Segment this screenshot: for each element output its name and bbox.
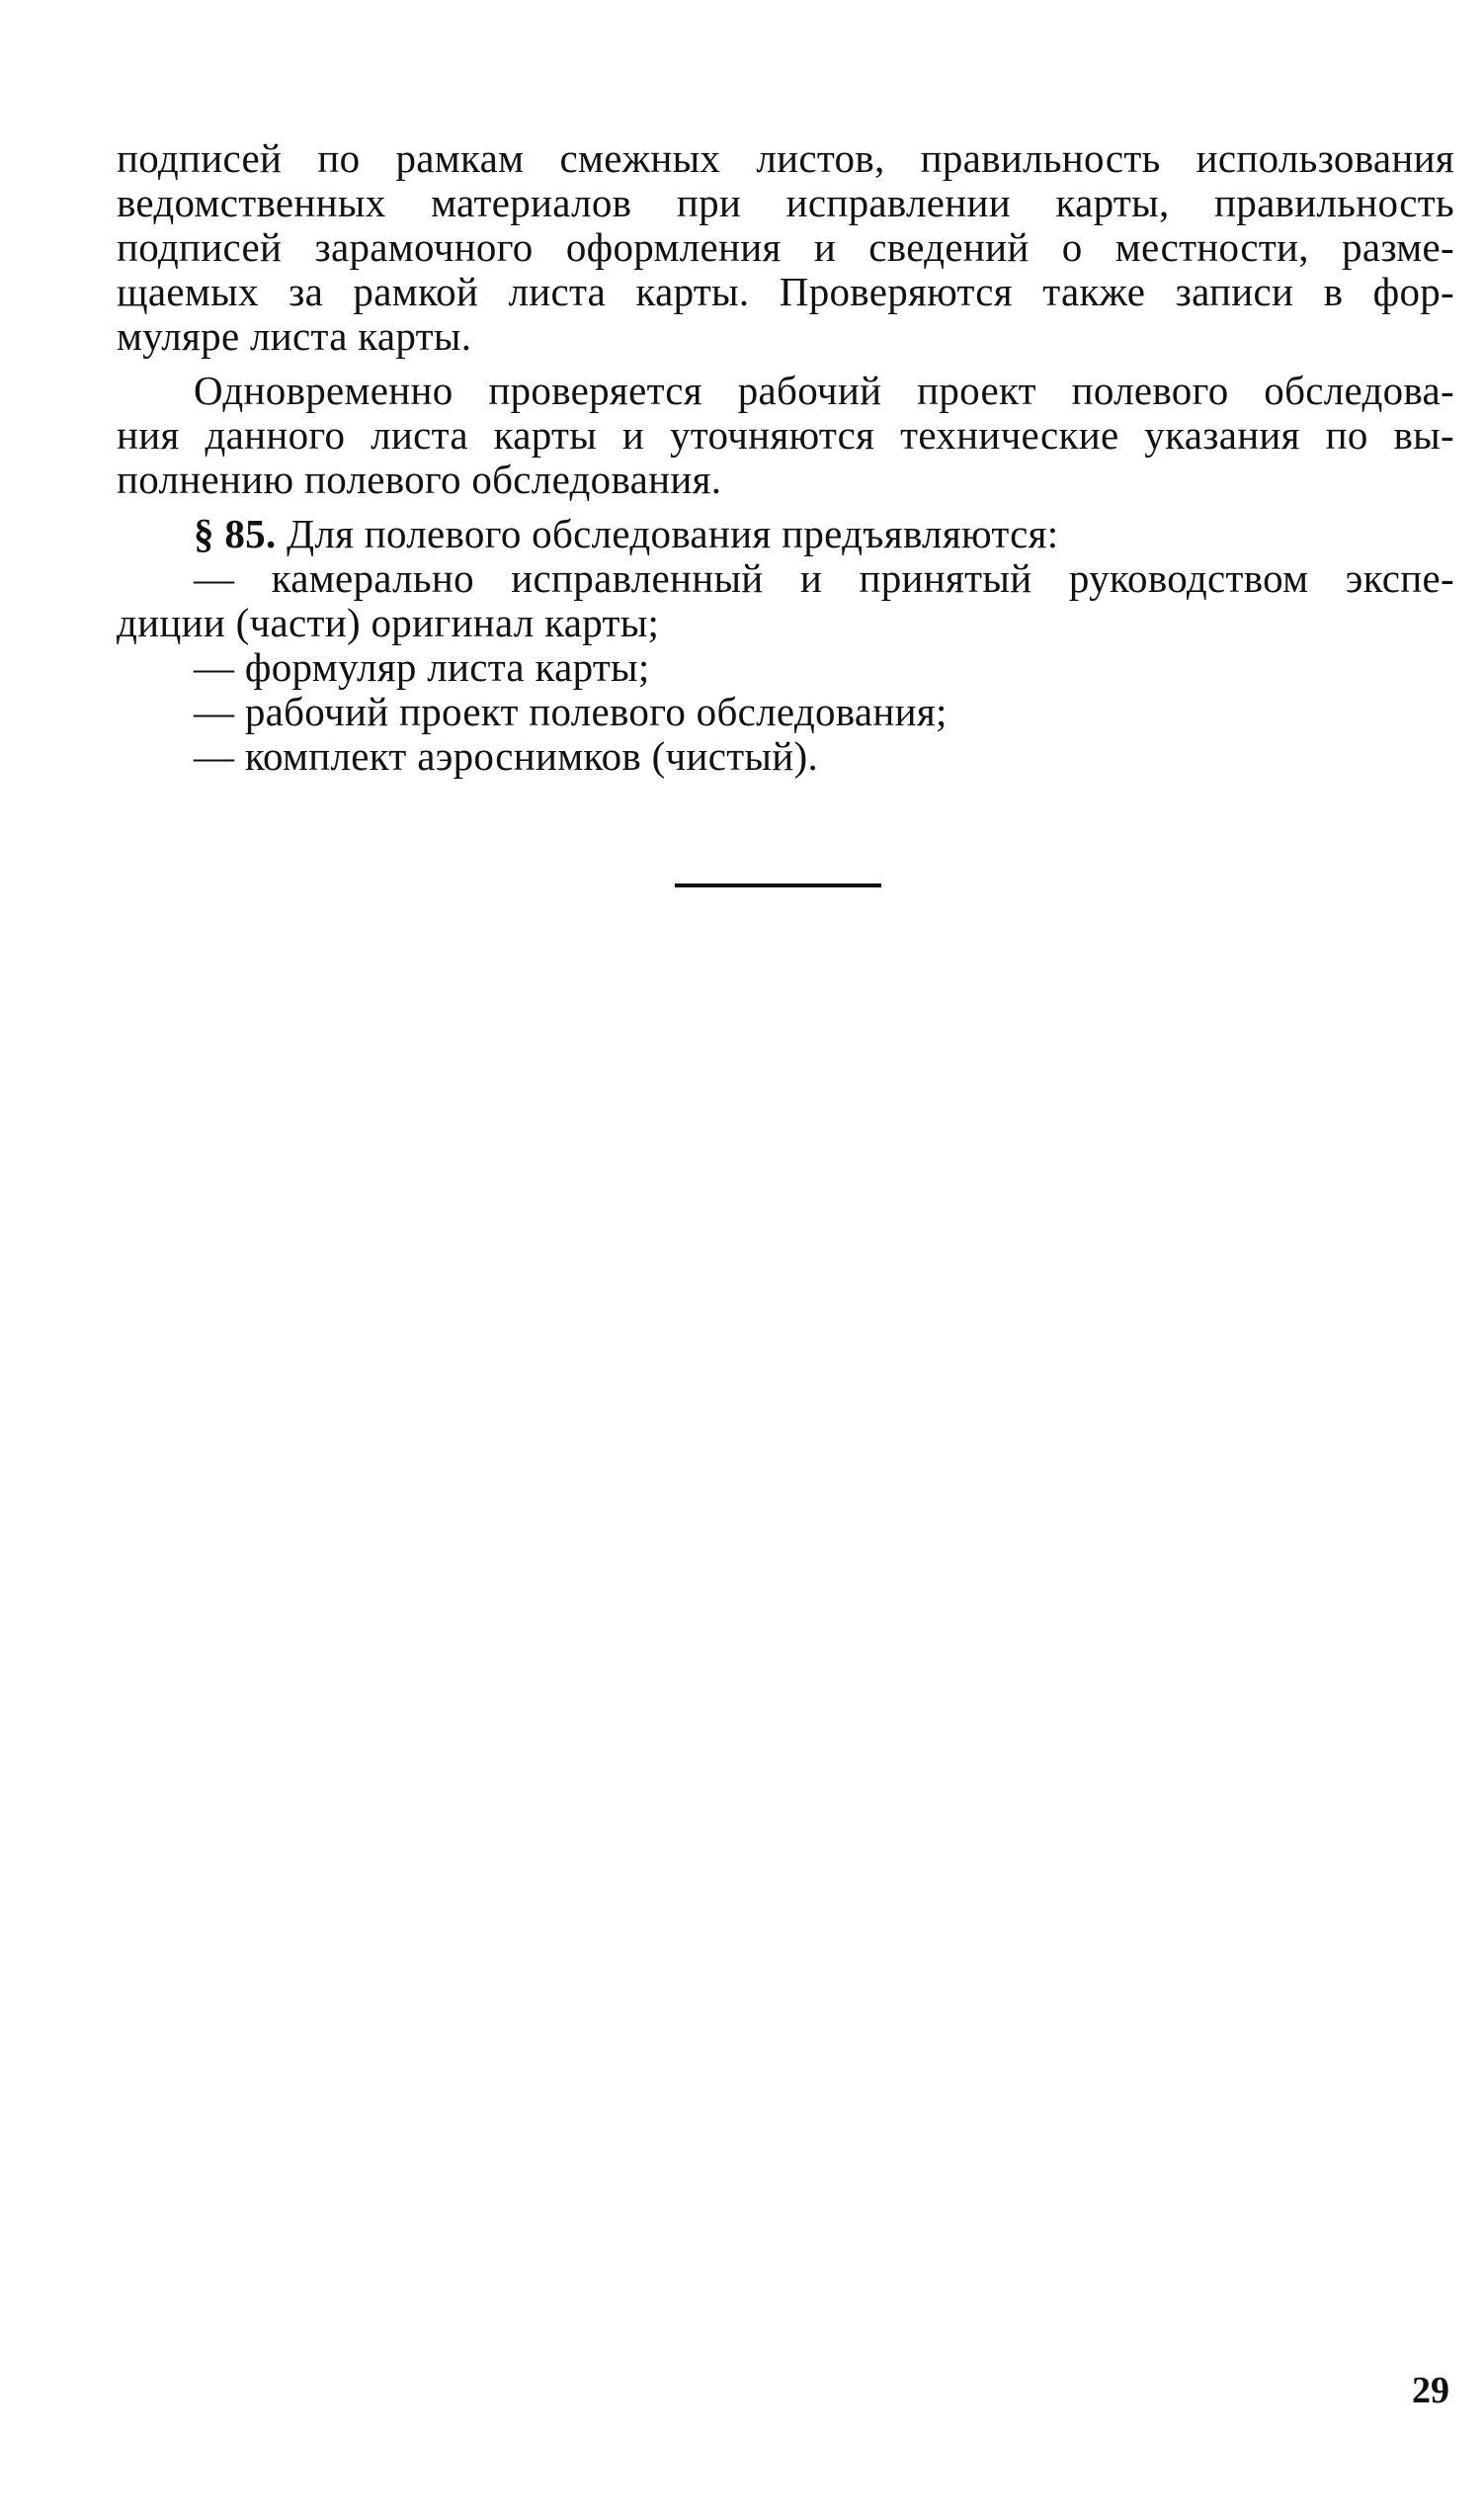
text-line: — камерально исправленный и принятый руководством экспе- — [194, 555, 1454, 601]
list-item: — формуляр листа карты; — [194, 644, 650, 690]
section-number: § 85. — [194, 511, 277, 556]
body-text — [117, 136, 1454, 779]
submission-list — [117, 556, 1454, 779]
text-line: Одновременно проверяется рабочий проект полевого обследова- — [194, 368, 1454, 413]
text-line: диции (части) оригинал карты; — [117, 600, 660, 645]
list-item: — комплект аэроснимков (чистый). — [194, 733, 819, 779]
section-heading — [117, 512, 1454, 556]
section-end-rule — [675, 883, 881, 887]
list-item — [117, 556, 1454, 645]
page-number: 29 — [1412, 2370, 1449, 2411]
text-line: полнению полевого обследования. — [117, 457, 722, 502]
paragraph-verification-continued — [117, 136, 1454, 359]
text-line: ведомственных материалов при исправлении карты, правильность — [117, 180, 1454, 225]
list-item: — рабочий проект полевого обследования; — [194, 689, 948, 734]
text-line: щаемых за рамкой листа карты. Проверяются также записи в фор- — [117, 269, 1454, 314]
section-heading-text: Для полевого обследования предъявляются: — [287, 511, 1059, 556]
text-line: муляре листа карты. — [117, 313, 472, 359]
paragraph-project-check — [117, 369, 1454, 502]
text-line: подписей зарамочного оформления и сведений о местности, разме- — [117, 224, 1454, 270]
text-line: подписей по рамкам смежных листов, правильность использования — [117, 135, 1454, 181]
text-line: ния данного листа карты и уточняются технические указания по вы- — [117, 412, 1454, 458]
section-85 — [117, 512, 1454, 556]
